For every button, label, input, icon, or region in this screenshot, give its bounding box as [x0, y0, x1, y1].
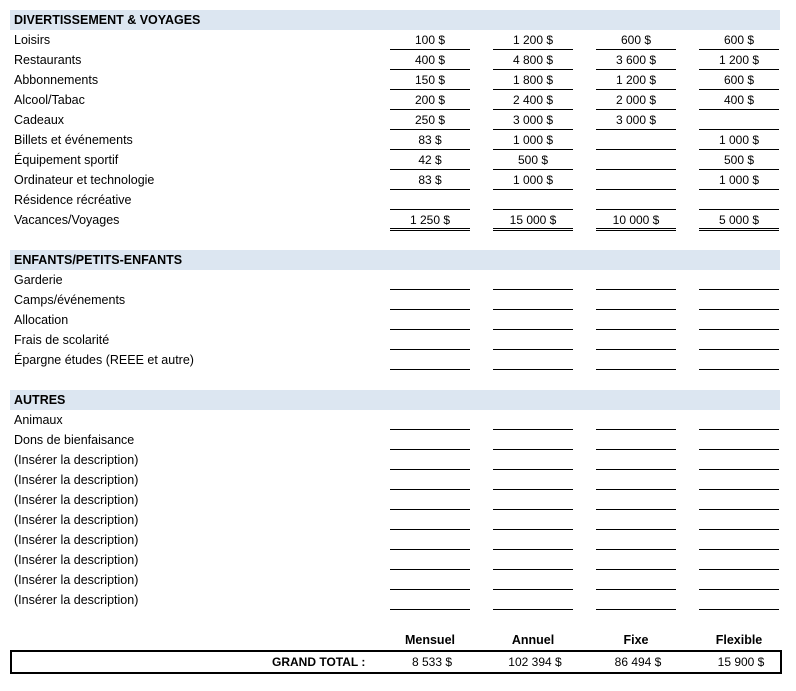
cell-annuel[interactable]: 3 000 $	[493, 111, 573, 130]
cell-fixe[interactable]	[596, 171, 676, 190]
table-row	[10, 310, 780, 330]
row-label: (Insérer la description)	[14, 573, 139, 587]
cell-flexible[interactable]: 1 000 $	[699, 171, 779, 190]
table-row	[10, 470, 780, 490]
cell-annuel[interactable]	[493, 311, 573, 330]
table-row	[10, 570, 780, 590]
row-label: Abbonnements	[14, 73, 99, 87]
column-header-mensuel: Mensuel	[404, 633, 455, 647]
cell-annuel[interactable]: 1 800 $	[493, 71, 573, 90]
cell-mensuel[interactable]	[390, 511, 470, 530]
grand-total-flexible: 15 900 $	[717, 655, 765, 669]
row-label: Cadeaux	[14, 113, 65, 127]
cell-mensuel[interactable]	[390, 491, 470, 510]
cell-mensuel[interactable]	[390, 191, 470, 210]
cell-annuel[interactable]: 15 000 $	[493, 211, 573, 231]
section-header: AUTRES	[10, 390, 780, 410]
column-headers	[10, 630, 780, 650]
table-row	[10, 590, 780, 610]
cell-fixe[interactable]	[596, 451, 676, 470]
section-header: ENFANTS/PETITS-ENFANTS	[10, 250, 780, 270]
rows-container	[10, 410, 780, 610]
cell-fixe[interactable]	[596, 591, 676, 610]
cell-annuel[interactable]	[493, 491, 573, 510]
cell-fixe[interactable]	[596, 131, 676, 150]
table-row	[10, 510, 780, 530]
row-label: (Insérer la description)	[14, 593, 139, 607]
cell-fixe[interactable]	[596, 191, 676, 210]
table-row	[10, 270, 780, 290]
cell-annuel[interactable]: 4 800 $	[493, 51, 573, 70]
table-row	[10, 350, 780, 370]
cell-flexible[interactable]: 500 $	[699, 151, 779, 170]
table-row	[10, 70, 780, 90]
table-row	[10, 210, 780, 230]
cell-mensuel[interactable]	[390, 291, 470, 310]
cell-mensuel[interactable]: 400 $	[390, 51, 470, 70]
cell-flexible[interactable]	[699, 271, 779, 290]
table-row	[10, 90, 780, 110]
cell-annuel[interactable]	[493, 451, 573, 470]
column-header-annuel: Annuel	[511, 633, 555, 647]
cell-annuel[interactable]	[493, 351, 573, 370]
cell-mensuel[interactable]	[390, 451, 470, 470]
grand-total-row	[10, 650, 782, 674]
cell-annuel[interactable]: 1 000 $	[493, 131, 573, 150]
cell-mensuel[interactable]: 1 250 $	[390, 211, 470, 231]
section-divertissement	[10, 10, 780, 230]
row-label: (Insérer la description)	[14, 473, 139, 487]
cell-flexible[interactable]	[699, 531, 779, 550]
rows-container	[10, 270, 780, 370]
cell-annuel[interactable]	[493, 531, 573, 550]
cell-fixe[interactable]	[596, 471, 676, 490]
table-row	[10, 450, 780, 470]
table-row	[10, 430, 780, 450]
cell-fixe[interactable]: 600 $	[596, 31, 676, 50]
cell-fixe[interactable]	[596, 411, 676, 430]
cell-flexible[interactable]	[699, 111, 779, 130]
cell-flexible[interactable]	[699, 591, 779, 610]
cell-fixe[interactable]	[596, 551, 676, 570]
table-row	[10, 190, 780, 210]
cell-annuel[interactable]	[493, 431, 573, 450]
cell-mensuel[interactable]	[390, 351, 470, 370]
row-label: Animaux	[14, 413, 63, 427]
cell-annuel[interactable]: 2 400 $	[493, 91, 573, 110]
cell-annuel[interactable]: 1 000 $	[493, 171, 573, 190]
table-row	[10, 110, 780, 130]
table-row	[10, 30, 780, 50]
grand-total-annuel: 102 394 $	[508, 655, 562, 669]
row-label: Dons de bienfaisance	[14, 433, 135, 447]
row-label: Billets et événements	[14, 133, 133, 147]
cell-mensuel[interactable]	[390, 571, 470, 590]
cell-flexible[interactable]	[699, 571, 779, 590]
cell-annuel[interactable]	[493, 471, 573, 490]
cell-fixe[interactable]	[596, 511, 676, 530]
grand-total-fixe: 86 494 $	[614, 655, 662, 669]
row-label: Loisirs	[14, 33, 51, 47]
column-header-fixe: Fixe	[623, 633, 649, 647]
cell-fixe[interactable]	[596, 491, 676, 510]
cell-fixe[interactable]	[596, 151, 676, 170]
cell-mensuel[interactable]: 100 $	[390, 31, 470, 50]
cell-mensuel[interactable]	[390, 531, 470, 550]
cell-mensuel[interactable]	[390, 591, 470, 610]
cell-flexible[interactable]	[699, 471, 779, 490]
row-label: Vacances/Voyages	[14, 213, 120, 227]
cell-fixe[interactable]	[596, 311, 676, 330]
table-row	[10, 490, 780, 510]
table-row	[10, 410, 780, 430]
cell-annuel[interactable]	[493, 291, 573, 310]
table-row	[10, 50, 780, 70]
cell-annuel[interactable]	[493, 191, 573, 210]
cell-flexible[interactable]	[699, 331, 779, 350]
table-row	[10, 290, 780, 310]
table-row	[10, 130, 780, 150]
cell-mensuel[interactable]	[390, 551, 470, 570]
cell-annuel[interactable]	[493, 511, 573, 530]
cell-flexible[interactable]: 1 000 $	[699, 131, 779, 150]
cell-fixe[interactable]	[596, 291, 676, 310]
cell-flexible[interactable]: 400 $	[699, 91, 779, 110]
row-label: Alcool/Tabac	[14, 93, 85, 107]
cell-annuel[interactable]: 1 200 $	[493, 31, 573, 50]
cell-flexible[interactable]: 600 $	[699, 31, 779, 50]
cell-fixe[interactable]: 2 000 $	[596, 91, 676, 110]
row-label: (Insérer la description)	[14, 493, 139, 507]
cell-fixe[interactable]	[596, 571, 676, 590]
cell-mensuel[interactable]	[390, 471, 470, 490]
cell-flexible[interactable]: 5 000 $	[699, 211, 779, 231]
cell-annuel[interactable]	[493, 551, 573, 570]
table-row	[10, 150, 780, 170]
cell-flexible[interactable]	[699, 511, 779, 530]
section-header: DIVERTISSEMENT & VOYAGES	[10, 10, 780, 30]
cell-flexible[interactable]	[699, 431, 779, 450]
column-header-flexible: Flexible	[715, 633, 763, 647]
cell-fixe[interactable]	[596, 331, 676, 350]
table-row	[10, 170, 780, 190]
row-label: Garderie	[14, 273, 63, 287]
cell-fixe[interactable]	[596, 531, 676, 550]
cell-annuel[interactable]	[493, 591, 573, 610]
cell-flexible[interactable]	[699, 491, 779, 510]
row-label: (Insérer la description)	[14, 533, 139, 547]
row-label: Frais de scolarité	[14, 333, 110, 347]
cell-fixe[interactable]	[596, 431, 676, 450]
section-enfants	[10, 250, 780, 370]
cell-fixe[interactable]: 1 200 $	[596, 71, 676, 90]
row-label: Résidence récréative	[14, 193, 132, 207]
cell-flexible[interactable]	[699, 411, 779, 430]
cell-fixe[interactable]	[596, 271, 676, 290]
cell-mensuel[interactable]	[390, 271, 470, 290]
cell-fixe[interactable]	[596, 351, 676, 370]
cell-mensuel[interactable]	[390, 331, 470, 350]
cell-flexible[interactable]: 600 $	[699, 71, 779, 90]
cell-mensuel[interactable]: 200 $	[390, 91, 470, 110]
cell-flexible[interactable]	[699, 551, 779, 570]
row-label: (Insérer la description)	[14, 453, 139, 467]
cell-fixe[interactable]: 10 000 $	[596, 211, 676, 231]
cell-mensuel[interactable]: 150 $	[390, 71, 470, 90]
cell-fixe[interactable]: 3 600 $	[596, 51, 676, 70]
table-row	[10, 530, 780, 550]
cell-annuel[interactable]: 500 $	[493, 151, 573, 170]
cell-mensuel[interactable]: 83 $	[390, 171, 470, 190]
cell-annuel[interactable]	[493, 271, 573, 290]
cell-mensuel[interactable]: 83 $	[390, 131, 470, 150]
cell-mensuel[interactable]: 250 $	[390, 111, 470, 130]
cell-flexible[interactable]	[699, 351, 779, 370]
cell-flexible[interactable]	[699, 451, 779, 470]
cell-flexible[interactable]	[699, 311, 779, 330]
table-row	[10, 550, 780, 570]
cell-flexible[interactable]	[699, 291, 779, 310]
cell-mensuel[interactable]	[390, 411, 470, 430]
row-label: Camps/événements	[14, 293, 126, 307]
grand-total-mensuel: 8 533 $	[411, 655, 453, 669]
row-label: (Insérer la description)	[14, 513, 139, 527]
cell-annuel[interactable]	[493, 331, 573, 350]
cell-annuel[interactable]	[493, 571, 573, 590]
cell-fixe[interactable]: 3 000 $	[596, 111, 676, 130]
section-autres	[10, 390, 780, 610]
cell-flexible[interactable]: 1 200 $	[699, 51, 779, 70]
cell-flexible[interactable]	[699, 191, 779, 210]
row-label: Épargne études (REEE et autre)	[14, 353, 194, 367]
row-label: Équipement sportif	[14, 153, 119, 167]
rows-container	[10, 30, 780, 230]
row-label: Allocation	[14, 313, 69, 327]
row-label: (Insérer la description)	[14, 553, 139, 567]
cell-mensuel[interactable]	[390, 431, 470, 450]
cell-mensuel[interactable]	[390, 311, 470, 330]
row-label: Restaurants	[14, 53, 82, 67]
table-row	[10, 330, 780, 350]
grand-total-label: GRAND TOTAL :	[272, 655, 366, 669]
cell-mensuel[interactable]: 42 $	[390, 151, 470, 170]
cell-annuel[interactable]	[493, 411, 573, 430]
row-label: Ordinateur et technologie	[14, 173, 155, 187]
